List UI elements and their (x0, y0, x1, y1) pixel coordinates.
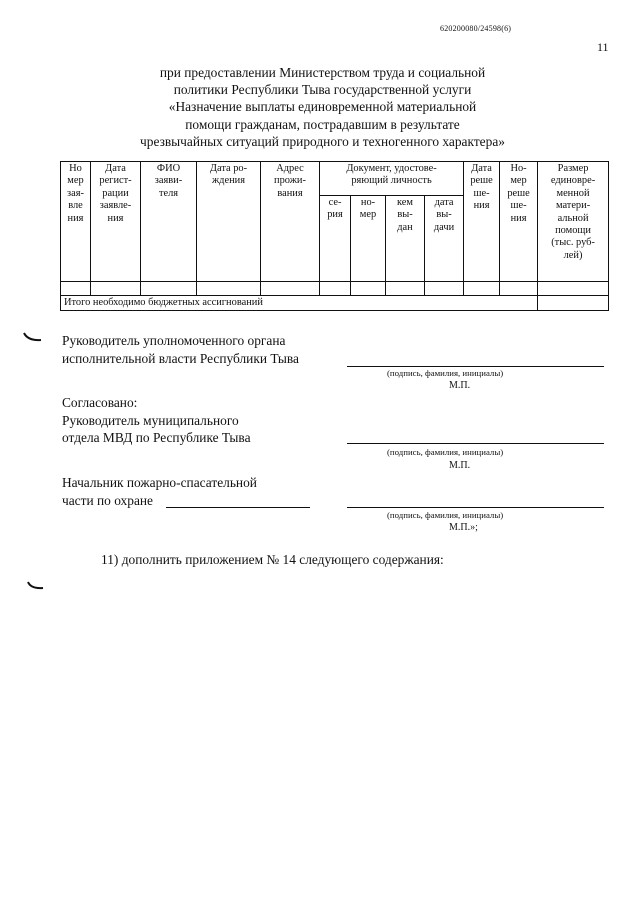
signatory-line: отдела МВД по Республике Тыва (62, 430, 251, 445)
header-text-line: помощи (555, 225, 591, 237)
header-text-line: вы- (397, 209, 413, 221)
signatory-line: Начальник пожарно-спасательной (62, 475, 257, 490)
table-row (61, 282, 609, 296)
applications-register-table (60, 161, 609, 311)
head-signatory-title (62, 332, 299, 367)
signatory-line: части по охране (62, 492, 154, 508)
header-text-line: вания (277, 187, 303, 199)
header-text-line: Адрес (276, 163, 304, 174)
total-label: Итого необходимо бюджетных ассигнований (61, 296, 538, 311)
mvd-signatory-title (62, 394, 251, 447)
header-text-line: единовре- (550, 175, 596, 187)
header-birth-date (197, 162, 261, 282)
header-text-line: вле (68, 200, 83, 212)
header-text-line: дачи (433, 221, 455, 233)
header-text-line: Дата (471, 163, 492, 174)
header-residence-address (261, 162, 320, 282)
header-text-line: рации (102, 187, 129, 199)
document-heading (60, 64, 585, 150)
agreed-label: Согласовано: (62, 395, 138, 410)
header-text-line: прожи- (274, 175, 306, 187)
header-text-line: ния (510, 212, 527, 224)
header-text-line: Но (69, 163, 82, 174)
table-cell (261, 282, 320, 296)
header-text-line: ния (473, 200, 490, 212)
header-text-line: ния (107, 212, 124, 224)
header-text-line: ния (67, 212, 84, 224)
table-cell (197, 282, 261, 296)
header-text-line: регист- (99, 175, 132, 187)
header-text-line: реше (507, 187, 530, 199)
heading-line: политики Республики Тыва государственной услуги (173, 82, 472, 98)
signature-line (347, 443, 604, 444)
signature-caption: (подпись, фамилия, инициалы) (387, 510, 504, 520)
header-identity-document (320, 162, 464, 196)
table-cell (91, 282, 141, 296)
header-text-line: ше- (473, 187, 490, 199)
signatory-line: исполнительной власти Республики Тыва (62, 350, 299, 366)
header-text-line: вы- (436, 209, 452, 221)
heading-line: помощи гражданам, пострадавшим в результате (185, 116, 460, 132)
table-cell (500, 282, 538, 296)
header-text-line: мер (510, 175, 527, 187)
table-cell (538, 282, 609, 296)
header-text-line: мер (67, 175, 84, 187)
amendment-text: 11) дополнить приложением № 14 следующего содержания: (101, 552, 444, 567)
document-id: 620200080/24598(6) (440, 24, 512, 33)
table-cell (141, 282, 197, 296)
header-text-line: дата (434, 197, 454, 208)
header-text-line: Размер (557, 163, 589, 174)
header-doc-series (320, 196, 351, 282)
margin-mark-icon (22, 329, 44, 345)
header-doc-issued-by (386, 196, 425, 282)
seal-label: М.П. (449, 460, 471, 471)
page-number: 11 (597, 40, 609, 54)
signature-line (347, 366, 604, 367)
header-text-line: рия (327, 209, 343, 221)
heading-line: при предоставлении Министерством труда и социальной (159, 65, 486, 80)
header-aid-amount (538, 162, 609, 282)
table-cell (61, 282, 91, 296)
table-cell (320, 282, 351, 296)
heading-line: чрезвычайных ситуаций природного и техногенного характера» (140, 133, 505, 149)
header-text-line: ряющий личность (351, 175, 432, 187)
header-text-line: заявле- (99, 200, 132, 212)
header-text-line: менной (556, 187, 590, 199)
heading-line: «Назначение выплаты единовременной материальной (168, 99, 477, 115)
table-cell (351, 282, 386, 296)
header-text-line: (тыс. руб- (551, 237, 595, 249)
header-registration-date (91, 162, 141, 282)
margin-mark-icon (26, 579, 46, 593)
table-cell (425, 282, 464, 296)
header-doc-number (351, 196, 386, 282)
header-text-line: ше- (510, 200, 527, 212)
header-text-line: дан (397, 221, 413, 233)
signatory-line: Руководитель уполномоченного органа (62, 333, 286, 348)
signature-caption: (подпись, фамилия, инициалы) (387, 368, 504, 378)
header-text-line: Документ, удостове- (346, 163, 437, 174)
signatory-line: Руководитель муниципального (62, 412, 239, 428)
header-text-line: Но- (510, 163, 527, 174)
total-row (61, 296, 609, 311)
header-text-line: ждения (212, 175, 245, 187)
seal-label-end: М.П.»; (449, 522, 478, 533)
header-text-line: альной (557, 212, 589, 224)
header-decision-date (464, 162, 500, 282)
header-text-line: Дата (105, 163, 126, 174)
fire-signatory-title (62, 474, 257, 509)
header-text-line: реше (470, 175, 493, 187)
header-text-line: зая- (67, 187, 84, 199)
header-text-line: мер (359, 209, 377, 221)
header-text-line: теля (158, 187, 179, 199)
fire-unit-blank-line (166, 507, 310, 508)
seal-label: М.П. (449, 380, 471, 391)
table-cell (464, 282, 500, 296)
header-text-line: но- (360, 197, 376, 208)
signature-caption: (подпись, фамилия, инициалы) (387, 447, 504, 457)
table-cell (386, 282, 425, 296)
header-text-line: заяви- (154, 175, 183, 187)
header-text-line: се- (328, 197, 342, 208)
header-text-line: ФИО (156, 163, 181, 174)
header-text-line: матери- (555, 200, 591, 212)
header-text-line: лей) (563, 249, 583, 261)
total-amount-cell (538, 296, 609, 311)
signature-line (347, 507, 604, 508)
header-application-number (61, 162, 91, 282)
header-text-line: кем (397, 197, 413, 208)
header-text-line: Дата ро- (209, 163, 248, 174)
header-doc-issue-date (425, 196, 464, 282)
header-decision-number (500, 162, 538, 282)
header-applicant-name (141, 162, 197, 282)
